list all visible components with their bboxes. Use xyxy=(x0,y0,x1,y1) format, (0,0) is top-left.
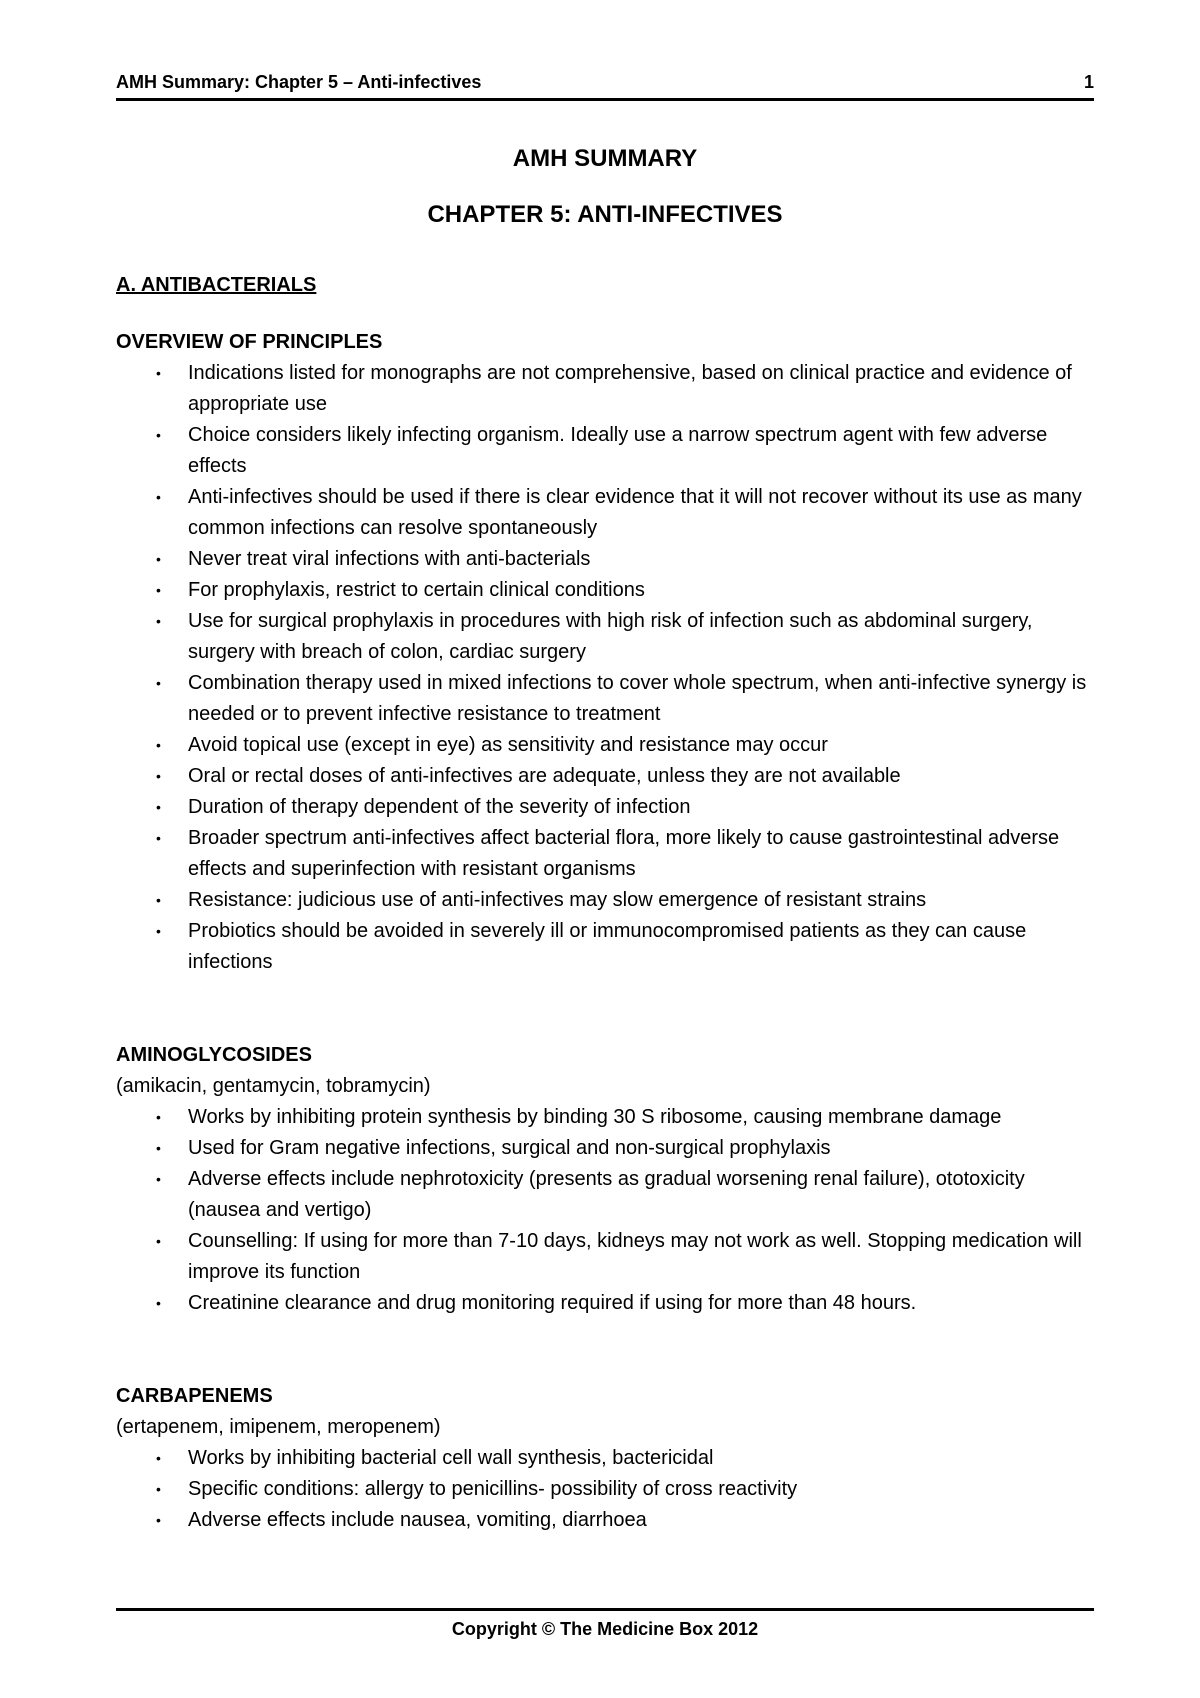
list-item-text: Combination therapy used in mixed infections to cover whole spectrum, when anti-infective synergy is needed or to prevent infective resistance to treatment xyxy=(188,672,1087,725)
bullet-icon: • xyxy=(156,768,161,784)
list-item-text: Avoid topical use (except in eye) as sensitivity and resistance may occur xyxy=(188,734,828,756)
list-item-text: Duration of therapy dependent of the severity of infection xyxy=(188,796,691,818)
list-item-text: Resistance: judicious use of anti-infectives may slow emergence of resistant strains xyxy=(188,889,927,911)
overview-heading: OVERVIEW OF PRINCIPLES xyxy=(116,331,383,353)
list-item-text: Choice considers likely infecting organism. Ideally use a narrow spectrum agent with few adverse effects xyxy=(188,424,1048,477)
section-heading-antibacterials: A. ANTIBACTERIALS xyxy=(116,274,317,296)
bullet-icon: • xyxy=(156,365,161,381)
list-item xyxy=(116,544,1094,575)
overview-list xyxy=(116,358,1094,978)
list-item xyxy=(116,730,1094,761)
bullet-icon: • xyxy=(156,1140,161,1156)
list-item-text: Counselling: If using for more than 7-10 days, kidneys may not work as well. Stopping medication will improve its function xyxy=(188,1230,1082,1283)
page-footer xyxy=(116,1608,1094,1640)
list-item xyxy=(116,1474,1094,1505)
list-item xyxy=(116,575,1094,606)
list-item xyxy=(116,761,1094,792)
list-item-text: Use for surgical prophylaxis in procedures with high risk of infection such as abdominal surgery, surgery with breach of colon, cardiac surgery xyxy=(188,610,1033,663)
list-item xyxy=(116,1164,1094,1226)
aminoglycosides-drugs: (amikacin, gentamycin, tobramycin) xyxy=(116,1075,431,1097)
bullet-icon: • xyxy=(156,1450,161,1466)
list-item xyxy=(116,606,1094,668)
bullet-icon: • xyxy=(156,830,161,846)
bullet-icon: • xyxy=(156,1295,161,1311)
bullet-icon: • xyxy=(156,427,161,443)
aminoglycosides-heading: AMINOGLYCOSIDES xyxy=(116,1044,312,1066)
list-item xyxy=(116,792,1094,823)
bullet-icon: • xyxy=(156,1171,161,1187)
list-item xyxy=(116,358,1094,420)
list-item xyxy=(116,1102,1094,1133)
document-title: AMH SUMMARY xyxy=(512,145,698,172)
header-title: AMH Summary: Chapter 5 – Anti-infectives xyxy=(116,72,482,92)
list-item-text: Indications listed for monographs are not comprehensive, based on clinical practice and evidence of appropriate use xyxy=(188,362,1072,415)
document-body xyxy=(116,144,1094,1536)
list-item xyxy=(116,420,1094,482)
list-item-text: Probiotics should be avoided in severely ill or immunocompromised patients as they can cause infections xyxy=(188,920,1027,973)
bullet-icon: • xyxy=(156,799,161,815)
bullet-icon: • xyxy=(156,489,161,505)
list-item-text: Creatinine clearance and drug monitoring required if using for more than 48 hours. xyxy=(188,1292,917,1314)
list-item-text: Anti-infectives should be used if there is clear evidence that it will not recover without its use as many common infections can resolve spontaneously xyxy=(188,486,1082,539)
list-item xyxy=(116,1226,1094,1288)
carbapenems-list xyxy=(116,1443,1094,1536)
list-item-text: For prophylaxis, restrict to certain clinical conditions xyxy=(188,579,645,601)
list-item xyxy=(116,482,1094,544)
bullet-icon: • xyxy=(156,582,161,598)
list-item xyxy=(116,885,1094,916)
bullet-icon: • xyxy=(156,1233,161,1249)
list-item-text: Specific conditions: allergy to penicillins- possibility of cross reactivity xyxy=(188,1478,798,1500)
list-item-text: Adverse effects include nephrotoxicity (presents as gradual worsening renal failure), ototoxicity (nausea and vertigo) xyxy=(188,1168,1025,1221)
bullet-icon: • xyxy=(156,737,161,753)
copyright-text: Copyright © The Medicine Box 2012 xyxy=(451,1619,759,1639)
bullet-icon: • xyxy=(156,892,161,908)
list-item-text: Never treat viral infections with anti-bacterials xyxy=(188,548,591,570)
bullet-icon: • xyxy=(156,1109,161,1125)
bullet-icon: • xyxy=(156,1481,161,1497)
page-number: 1 xyxy=(1083,72,1094,92)
list-item-text: Adverse effects include nausea, vomiting, diarrhoea xyxy=(188,1509,647,1531)
chapter-title: CHAPTER 5: ANTI-INFECTIVES xyxy=(427,201,783,228)
list-item-text: Works by inhibiting protein synthesis by binding 30 S ribosome, causing membrane damage xyxy=(188,1106,1002,1128)
bullet-icon: • xyxy=(156,923,161,939)
carbapenems-drugs: (ertapenem, imipenem, meropenem) xyxy=(116,1416,441,1438)
bullet-icon: • xyxy=(156,675,161,691)
list-item-text: Used for Gram negative infections, surgical and non-surgical prophylaxis xyxy=(188,1137,831,1159)
aminoglycosides-list xyxy=(116,1102,1094,1319)
list-item-text: Works by inhibiting bacterial cell wall synthesis, bactericidal xyxy=(188,1447,714,1469)
carbapenems-heading: CARBAPENEMS xyxy=(116,1385,273,1407)
list-item xyxy=(116,1505,1094,1536)
list-item xyxy=(116,1288,1094,1319)
page-header xyxy=(116,70,1094,101)
bullet-icon: • xyxy=(156,551,161,567)
list-item xyxy=(116,916,1094,978)
bullet-icon: • xyxy=(156,613,161,629)
list-item-text: Broader spectrum anti-infectives affect bacterial flora, more likely to cause gastrointestinal adverse effects and superinfection with resistant organisms xyxy=(188,827,1060,880)
list-item xyxy=(116,1443,1094,1474)
list-item xyxy=(116,1133,1094,1164)
bullet-icon: • xyxy=(156,1512,161,1528)
list-item xyxy=(116,823,1094,885)
list-item-text: Oral or rectal doses of anti-infectives are adequate, unless they are not available xyxy=(188,765,901,787)
list-item xyxy=(116,668,1094,730)
